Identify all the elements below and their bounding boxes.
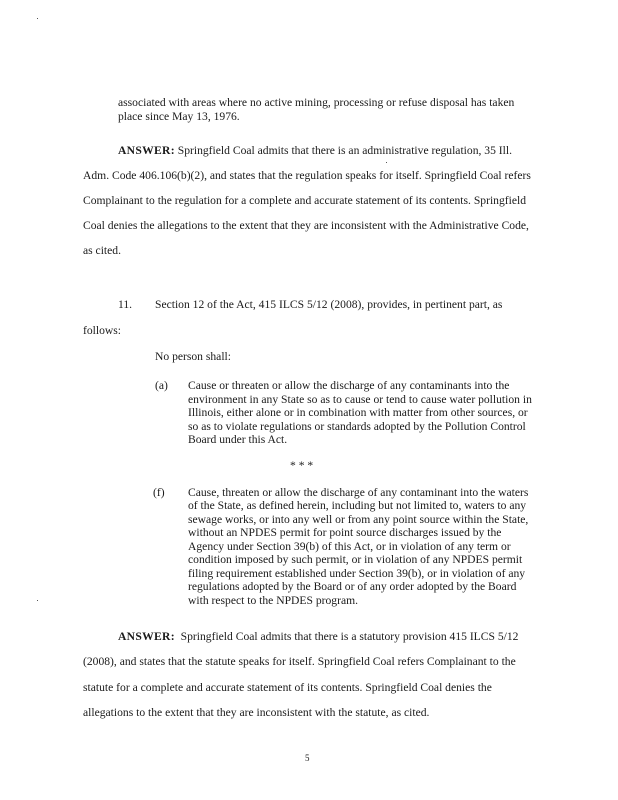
answer-label: ANSWER: [118, 630, 175, 643]
answer-line: (2008), and states that the statute speaks for itself. Springfield Coal refers Complainant to the [83, 655, 516, 668]
answer-line: statute for a complete and accurate statement of its contents. Springfield Coal denies the [83, 681, 492, 694]
answer-line: Complainant to the regulation for a complete and accurate statement of its contents. Springfield [83, 194, 527, 207]
item-line: sewage works, or into any well or from any point source within the State, [188, 513, 529, 526]
item-line: Illinois, either alone or in combination with matter from other sources, or [188, 406, 528, 419]
page-number: 5 [305, 753, 310, 763]
item-line: with respect to the NPDES program. [188, 594, 359, 607]
scan-speck [37, 18, 38, 19]
item-line: Agency under Section 39(b) of this Act, or in violation of any term or [188, 540, 511, 553]
answer-paragraph-first-line [118, 630, 518, 644]
item-line: without an NPDES permit for point source discharges issued by the [188, 526, 502, 539]
scan-speck [386, 162, 387, 163]
paragraph-line: Section 12 of the Act, 415 ILCS 5/12 (2008), provides, in pertinent part, as [155, 298, 503, 311]
answer-line: Adm. Code 406.106(b)(2), and states that the regulation speaks for itself. Springfield Coal refers [83, 169, 531, 182]
answer-paragraph-first-line [118, 144, 512, 158]
intro-line: associated with areas where no active mining, processing or refuse disposal has taken [118, 96, 515, 109]
item-line: of the State, as defined herein, including but not limited to, waters to any [188, 499, 527, 512]
item-label: (a) [155, 379, 168, 392]
ellipsis-separator: * * * [290, 459, 314, 472]
item-label: (f) [153, 486, 165, 499]
item-line: Cause, threaten or allow the discharge of any contaminant into the waters [188, 486, 529, 499]
item-line: Cause or threaten or allow the discharge of any contaminants into the [188, 379, 510, 392]
item-line: regulations adopted by the Board or of any order adopted by the Board [188, 580, 517, 593]
answer-label: ANSWER: [118, 144, 175, 157]
paragraph-line: follows: [83, 324, 122, 337]
item-line: filing requirement established under Section 39(b), or in violation of any [188, 567, 526, 580]
scan-speck [37, 600, 38, 601]
intro-line: place since May 13, 1976. [118, 110, 240, 123]
answer-line: Coal denies the allegations to the extent that they are inconsistent with the Administrative Code, [83, 219, 529, 232]
item-line: Board under this Act. [188, 433, 288, 446]
answer-line: allegations to the extent that they are inconsistent with the statute, as cited. [83, 706, 430, 719]
item-line: environment in any State so as to cause or tend to cause water pollution in [188, 393, 532, 406]
quote-lead: No person shall: [155, 350, 231, 363]
answer-text: Springfield Coal admits that there is a statutory provision 415 ILCS 5/12 [180, 630, 519, 643]
item-line: condition imposed by such permit, or in violation of any NPDES permit [188, 553, 523, 566]
item-line: so as to violate regulations or standards adopted by the Pollution Control [188, 420, 526, 433]
answer-text: Springfield Coal admits that there is an administrative regulation, 35 Ill. [177, 144, 512, 157]
answer-line: as cited. [83, 244, 121, 257]
paragraph-number: 11. [118, 298, 133, 311]
